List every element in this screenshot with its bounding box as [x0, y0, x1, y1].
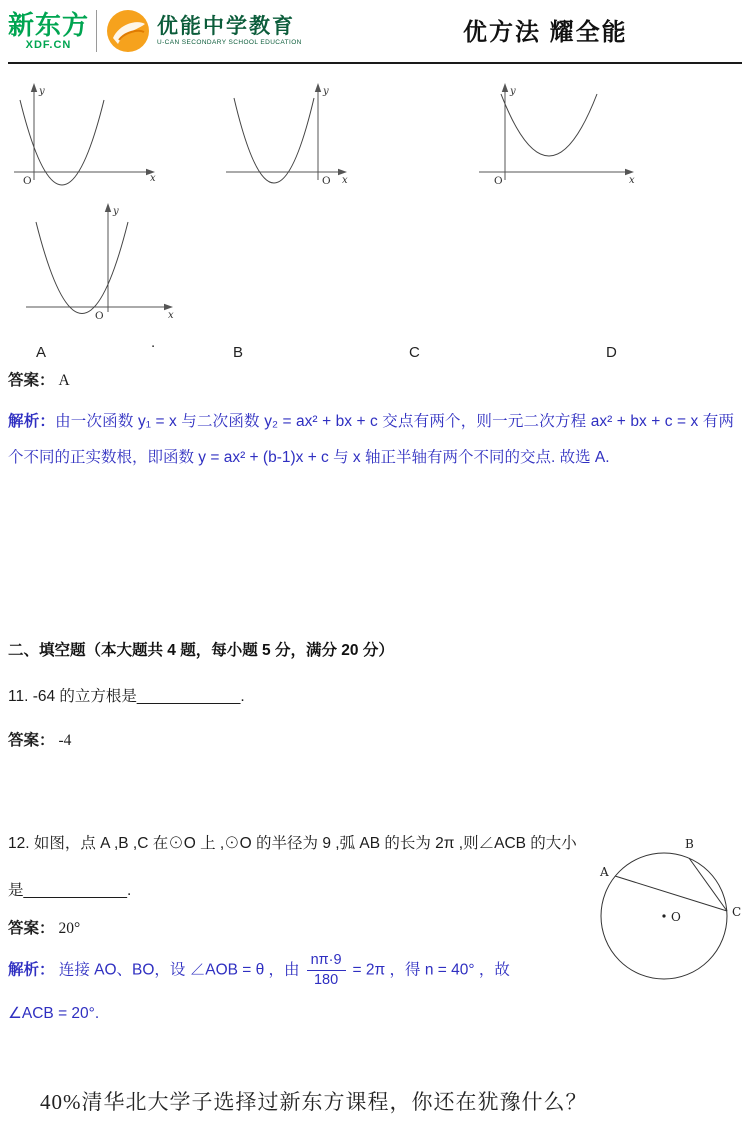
- parabola-graph-b: [222, 80, 352, 198]
- analysis-q12-line1: [8, 952, 598, 988]
- ucan-brand: [157, 16, 302, 47]
- analysis-label: 解析：: [8, 961, 55, 979]
- ucan-brand-cn: 优能中学教育: [157, 14, 296, 38]
- axis-label-x: x: [629, 175, 635, 186]
- axis-label-y: y: [39, 86, 45, 97]
- axis-label-y: y: [323, 86, 329, 97]
- answer-label: 答案：: [8, 372, 55, 389]
- option-label-a: A: [36, 344, 47, 361]
- ucan-logo-icon: [106, 9, 150, 53]
- header-slogan: 优方法 耀全能: [463, 19, 628, 46]
- origin-label: O: [95, 310, 104, 322]
- xdf-url-text: XDF.CN: [25, 38, 72, 51]
- analysis-q12: [8, 952, 598, 1023]
- analysis-part2: = 2π ，得 n = 40° ，故: [352, 961, 510, 979]
- answer-value: 20°: [58, 920, 81, 937]
- point-label-c: C: [732, 905, 742, 919]
- axis-label-x: x: [150, 173, 156, 184]
- axis-label-y: y: [510, 86, 516, 97]
- fraction-denominator: 180: [313, 971, 339, 988]
- answer-row-q11: [8, 728, 71, 750]
- answer-row-q10: [8, 368, 70, 390]
- section-heading: 二、填空题（本大题共 4 题，每小题 5 分，满分 20 分）: [8, 642, 394, 659]
- option-label-b: B: [233, 344, 244, 361]
- answer-label: 答案：: [8, 732, 55, 749]
- axis-label-y: y: [113, 206, 119, 217]
- analysis-part1: 连接 AO、BO，设 ∠AOB = θ ，由: [58, 961, 300, 979]
- answer-value: A: [58, 372, 70, 389]
- answer-row-q12: [8, 916, 80, 938]
- stray-period: .: [151, 334, 156, 351]
- parabola-graph-d: [20, 200, 180, 335]
- option-label-c: C: [409, 344, 420, 361]
- option-label-d: D: [606, 344, 617, 361]
- circle-figure-q12: [592, 818, 747, 1013]
- center-label-o: O: [671, 910, 681, 924]
- parabola-graph-a: [8, 80, 158, 198]
- parabola-graph-c: [475, 80, 640, 198]
- header: [8, 0, 742, 64]
- analysis-text: 由一次函数 y₁ = x 与二次函数 y₂ = ax² + bx + c 交点有两个，则一元二次方程 ax² + bx + c = x 有两个不同的正实数根，即函数 y = ax² + (b-1)x + c 与 x 轴正半轴有两个不同的交点. 故选 A.: [8, 413, 734, 466]
- origin-label: O: [322, 175, 331, 187]
- point-label-a: A: [600, 865, 609, 879]
- footer-slogan: 40%清华北大学子选择过新东方课程，你还在犹豫什么？: [40, 1090, 588, 1114]
- logo-divider: [96, 10, 97, 52]
- fraction-numerator: nπ·9: [307, 952, 346, 971]
- axis-label-x: x: [168, 310, 174, 321]
- axis-label-x: x: [342, 175, 348, 186]
- point-label-b: B: [685, 837, 694, 851]
- analysis-q12-line2: ∠ACB = 20°.: [8, 1005, 100, 1023]
- question-12-text: 12. 如图，点 A ,B ,C 在⊙O 上 ,⊙O 的半径为 9 ,弧 AB 的长为 2π ,则∠ACB 的大小是____________.: [8, 835, 577, 899]
- answer-value: -4: [58, 732, 72, 749]
- origin-label: O: [23, 175, 32, 187]
- xdf-logo-text: 新东方: [8, 9, 90, 40]
- analysis-label: 解析：: [8, 413, 56, 430]
- origin-label: O: [494, 175, 503, 187]
- fraction: [307, 952, 346, 988]
- xdf-logo: [8, 9, 90, 51]
- analysis-q10: [8, 404, 734, 476]
- ucan-brand-en: U-CAN SECONDARY SCHOOL EDUCATION: [157, 38, 302, 46]
- answer-label: 答案：: [8, 920, 55, 937]
- question-11-text: 11. -64 的立方根是____________.: [8, 688, 245, 705]
